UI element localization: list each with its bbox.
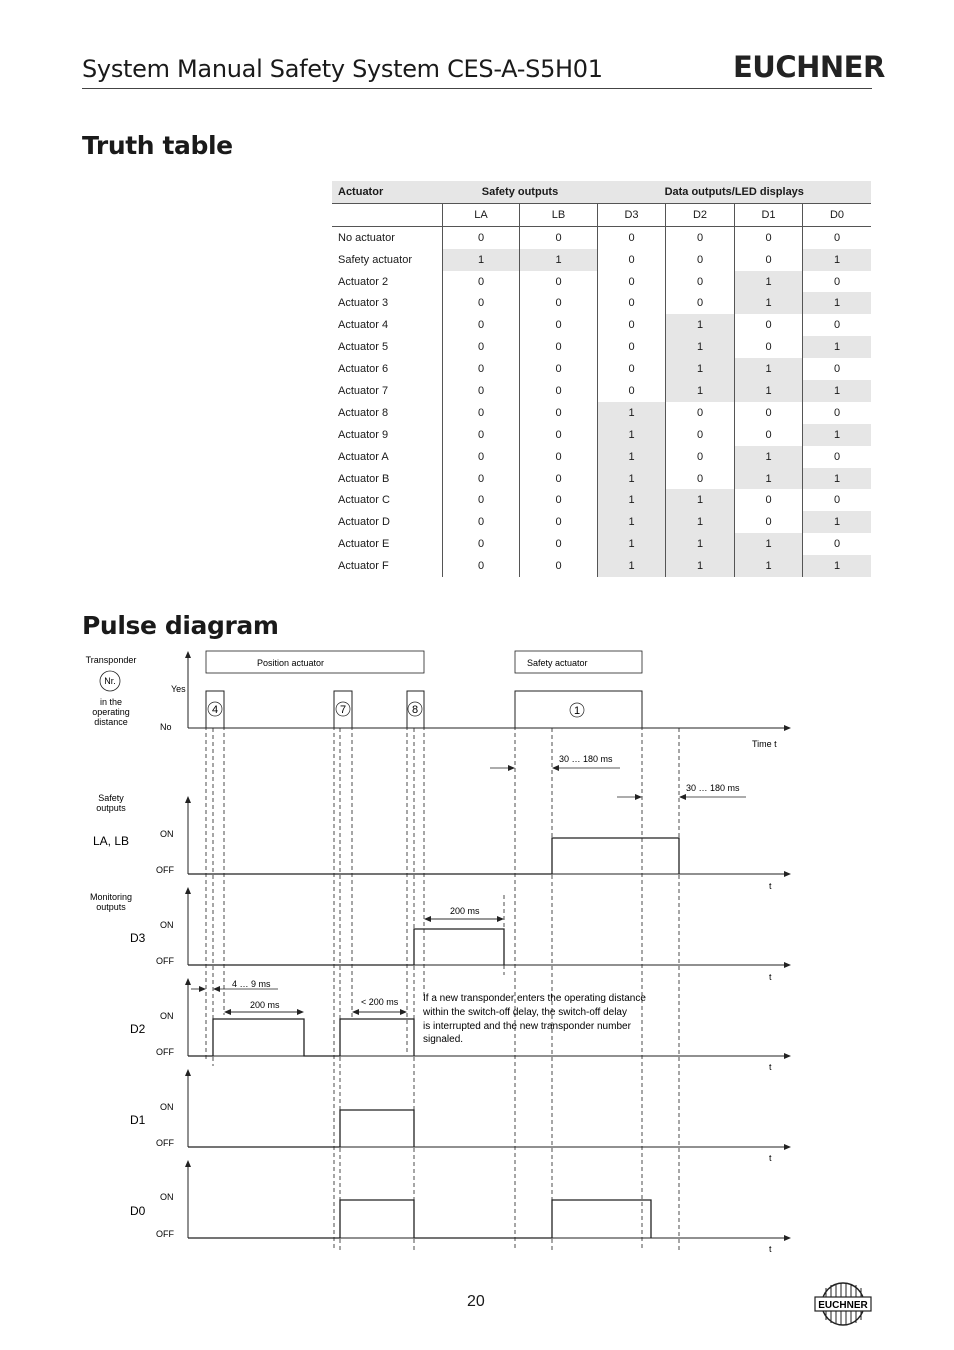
column-header: LB: [520, 203, 598, 226]
monitoring-outputs-label-1: Monitoring: [89, 892, 133, 902]
actuator-name: Actuator 6: [338, 363, 389, 376]
table-cell: 1: [666, 533, 735, 555]
data-outputs-header: Data outputs/LED displays: [598, 181, 872, 203]
actuator-name: Actuator 2: [338, 275, 389, 288]
table-row: [332, 489, 871, 511]
transponder-label: Transponder: [85, 655, 137, 665]
actuator-name: Actuator E: [338, 538, 390, 551]
pulse-diagram: [0, 640, 954, 1265]
table-cell: 1: [666, 489, 735, 511]
table-cell: 0: [803, 358, 872, 380]
monitoring-outputs-label-2: outputs: [96, 902, 126, 912]
no-label: No: [160, 722, 172, 732]
table-cell: 0: [803, 489, 872, 511]
table-cell: 1: [598, 468, 666, 490]
pulse-number-8: 8: [411, 704, 419, 716]
table-cell: 0: [598, 226, 666, 248]
channel-d0-label: D0: [130, 1204, 146, 1218]
t-label: t: [769, 1244, 772, 1254]
table-row: [332, 424, 871, 446]
dim-4-9-label: 4 … 9 ms: [232, 979, 271, 989]
table-cell: 0: [443, 271, 520, 293]
pulse-diagram-title: Pulse diagram: [82, 611, 279, 640]
table-cell: 1: [735, 271, 803, 293]
table-cell: 0: [735, 314, 803, 336]
brand-logo: EUCHNER: [733, 50, 885, 84]
actuator-name: Actuator 3: [338, 297, 389, 310]
table-row: [332, 249, 871, 271]
table-cell: 0: [803, 446, 872, 468]
actuator-name: Actuator 8: [338, 406, 389, 419]
dim-200-label: 200 ms: [450, 906, 480, 916]
table-cell: 0: [520, 511, 598, 533]
table-row: [332, 402, 871, 424]
column-header: D0: [803, 203, 872, 226]
actuator-name: Actuator C: [338, 494, 390, 507]
table-cell: 0: [803, 226, 872, 248]
table-cell: 0: [520, 533, 598, 555]
pulse-number-7: 7: [339, 704, 347, 716]
table-cell: 0: [803, 402, 872, 424]
table-cell: 0: [666, 402, 735, 424]
table-cell: 0: [443, 533, 520, 555]
table-row: [332, 226, 871, 248]
distance-label-3: distance: [94, 717, 128, 727]
euchner-seal-logo: [812, 1280, 874, 1330]
table-cell: 1: [598, 489, 666, 511]
table-cell: 0: [443, 446, 520, 468]
d2-signal: [188, 1019, 414, 1056]
safety-outputs-label-1: Safety: [98, 793, 124, 803]
la-lb-label: LA, LB: [92, 834, 130, 848]
d3-signal: [188, 929, 504, 965]
table-cell: 0: [520, 314, 598, 336]
truth-table-column-header: [332, 203, 871, 226]
diagram-axes: [188, 652, 790, 1238]
channel-d3-label: D3: [130, 931, 146, 945]
table-row: [332, 380, 871, 402]
table-row: [332, 555, 871, 577]
table-cell: 1: [598, 424, 666, 446]
table-cell: 1: [803, 511, 872, 533]
table-cell: 0: [803, 314, 872, 336]
note-line-2: within the switch-off delay, the switch-off delay: [423, 1007, 627, 1018]
table-cell: 0: [520, 271, 598, 293]
distance-label-1: in the: [99, 697, 123, 707]
table-row: [332, 336, 871, 358]
header-divider: [82, 88, 872, 89]
table-cell: 0: [735, 424, 803, 446]
table-cell: 0: [443, 402, 520, 424]
position-actuator-label: Position actuator: [257, 658, 325, 668]
actuator-name: Actuator 7: [338, 384, 389, 397]
table-cell: 1: [598, 555, 666, 577]
truth-table-group-header: [332, 181, 871, 203]
table-cell: 0: [666, 468, 735, 490]
table-cell: 1: [666, 511, 735, 533]
table-cell: 0: [520, 336, 598, 358]
table-cell: 0: [598, 271, 666, 293]
table-cell: 1: [598, 533, 666, 555]
table-cell: 1: [735, 533, 803, 555]
actuator-name: Actuator 5: [338, 341, 389, 354]
document-title: System Manual Safety System CES-A-S5H01: [82, 55, 603, 83]
table-cell: 0: [520, 380, 598, 402]
note-line-3: is interrupted and the new transponder number: [423, 1021, 631, 1032]
d1-signal: [188, 1110, 414, 1147]
table-cell: 0: [520, 489, 598, 511]
distance-label-2: operating: [92, 707, 130, 717]
off-label: OFF: [156, 956, 174, 966]
off-label: OFF: [156, 1047, 174, 1057]
table-cell: 1: [666, 380, 735, 402]
table-cell: 0: [520, 468, 598, 490]
table-cell: 1: [666, 336, 735, 358]
dim-lt-200-label: < 200 ms: [361, 997, 399, 1007]
column-header: D2: [666, 203, 735, 226]
table-cell: 0: [443, 336, 520, 358]
dim-30-180-label: 30 … 180 ms: [559, 754, 613, 764]
table-cell: 0: [666, 446, 735, 468]
table-cell: 0: [520, 446, 598, 468]
dim-200-label: 200 ms: [250, 1000, 280, 1010]
table-cell: 1: [735, 358, 803, 380]
table-cell: 0: [735, 402, 803, 424]
table-cell: 1: [735, 468, 803, 490]
table-cell: 1: [666, 358, 735, 380]
note-line-1: If a new transponder enters the operating distance: [423, 993, 646, 1004]
table-cell: 1: [443, 249, 520, 271]
table-cell: 0: [443, 292, 520, 314]
table-cell: 1: [803, 424, 872, 446]
table-cell: 0: [443, 380, 520, 402]
table-cell: 1: [735, 292, 803, 314]
table-cell: 1: [803, 555, 872, 577]
table-cell: 1: [598, 511, 666, 533]
actuator-name: Actuator B: [338, 472, 390, 485]
actuator-header: Actuator: [332, 181, 443, 203]
seal-text: EUCHNER: [818, 1300, 868, 1311]
table-row: [332, 533, 871, 555]
table-cell: 0: [666, 226, 735, 248]
table-cell: 1: [803, 292, 872, 314]
table-cell: 0: [735, 511, 803, 533]
table-cell: 0: [443, 314, 520, 336]
table-cell: 0: [598, 314, 666, 336]
t-label: t: [769, 972, 772, 982]
pulse-number-1: 1: [573, 705, 581, 717]
table-cell: 0: [735, 226, 803, 248]
on-label: ON: [160, 920, 174, 930]
table-cell: 0: [598, 292, 666, 314]
table-cell: 0: [735, 336, 803, 358]
t-label: t: [769, 1062, 772, 1072]
column-header-blank: [332, 203, 443, 226]
t-label: t: [769, 881, 772, 891]
actuator-name: Actuator 4: [338, 319, 389, 332]
column-header: D1: [735, 203, 803, 226]
safety-actuator-label: Safety actuator: [527, 658, 588, 668]
timing-guides: [206, 691, 679, 1250]
table-cell: 0: [735, 489, 803, 511]
channel-d2-label: D2: [130, 1022, 146, 1036]
table-cell: 1: [598, 402, 666, 424]
actuator-name: Actuator D: [338, 516, 390, 529]
yes-label: Yes: [171, 684, 186, 694]
table-cell: 0: [443, 489, 520, 511]
table-cell: 1: [735, 446, 803, 468]
safety-outputs-label-2: outputs: [96, 803, 126, 813]
table-row: [332, 292, 871, 314]
table-cell: 0: [443, 555, 520, 577]
table-cell: 1: [803, 249, 872, 271]
table-row: [332, 271, 871, 293]
table-cell: 0: [520, 402, 598, 424]
table-cell: 0: [666, 424, 735, 446]
table-cell: 0: [598, 336, 666, 358]
on-label: ON: [160, 1102, 174, 1112]
table-cell: 0: [598, 380, 666, 402]
table-row: [332, 468, 871, 490]
table-cell: 1: [666, 555, 735, 577]
table-cell: 1: [520, 249, 598, 271]
page-number: 20: [467, 1293, 485, 1310]
table-cell: 1: [803, 380, 872, 402]
table-cell: 1: [803, 468, 872, 490]
off-label: OFF: [156, 1229, 174, 1239]
table-cell: 0: [443, 468, 520, 490]
note-line-4: signaled.: [423, 1034, 464, 1045]
table-cell: 0: [520, 226, 598, 248]
table-cell: 0: [443, 358, 520, 380]
table-row: [332, 358, 871, 380]
dim-30-180-label: 30 … 180 ms: [686, 783, 740, 793]
dimension-arrows: [191, 768, 746, 1012]
table-cell: 1: [803, 336, 872, 358]
channel-d1-label: D1: [130, 1113, 146, 1127]
table-row: [332, 314, 871, 336]
column-header: LA: [443, 203, 520, 226]
table-cell: 1: [666, 314, 735, 336]
table-cell: 0: [803, 271, 872, 293]
table-cell: 0: [520, 292, 598, 314]
table-cell: 0: [598, 358, 666, 380]
table-row: [332, 446, 871, 468]
table-cell: 0: [520, 424, 598, 446]
actuator-name: Actuator A: [338, 450, 389, 463]
table-cell: 0: [443, 226, 520, 248]
truth-table: [332, 181, 871, 577]
column-header: D3: [598, 203, 666, 226]
nr-label: Nr.: [104, 676, 116, 686]
table-cell: 0: [598, 249, 666, 271]
on-label: ON: [160, 1011, 174, 1021]
table-cell: 1: [735, 555, 803, 577]
on-label: ON: [160, 1192, 174, 1202]
table-cell: 1: [598, 446, 666, 468]
safety-outputs-header: Safety outputs: [443, 181, 598, 203]
table-cell: 0: [803, 533, 872, 555]
table-cell: 0: [520, 358, 598, 380]
truth-table-title: Truth table: [82, 131, 233, 160]
d0-signal: [188, 1200, 651, 1238]
table-cell: 0: [735, 249, 803, 271]
pulse-number-4: 4: [211, 704, 219, 716]
table-cell: 0: [666, 292, 735, 314]
table-cell: 0: [666, 249, 735, 271]
on-label: ON: [160, 829, 174, 839]
actuator-name: Safety actuator: [338, 253, 412, 266]
table-cell: 0: [443, 424, 520, 446]
actuator-name: Actuator F: [338, 560, 389, 573]
table-cell: 0: [666, 271, 735, 293]
off-label: OFF: [156, 1138, 174, 1148]
t-label: t: [769, 1153, 772, 1163]
actuator-name: No actuator: [338, 231, 395, 244]
table-cell: 1: [735, 380, 803, 402]
table-cell: 0: [520, 555, 598, 577]
actuator-name: Actuator 9: [338, 428, 389, 441]
time-axis-label: Time t: [752, 739, 777, 749]
la-lb-signal: [188, 838, 679, 874]
table-cell: 0: [443, 511, 520, 533]
table-row: [332, 511, 871, 533]
off-label: OFF: [156, 865, 174, 875]
